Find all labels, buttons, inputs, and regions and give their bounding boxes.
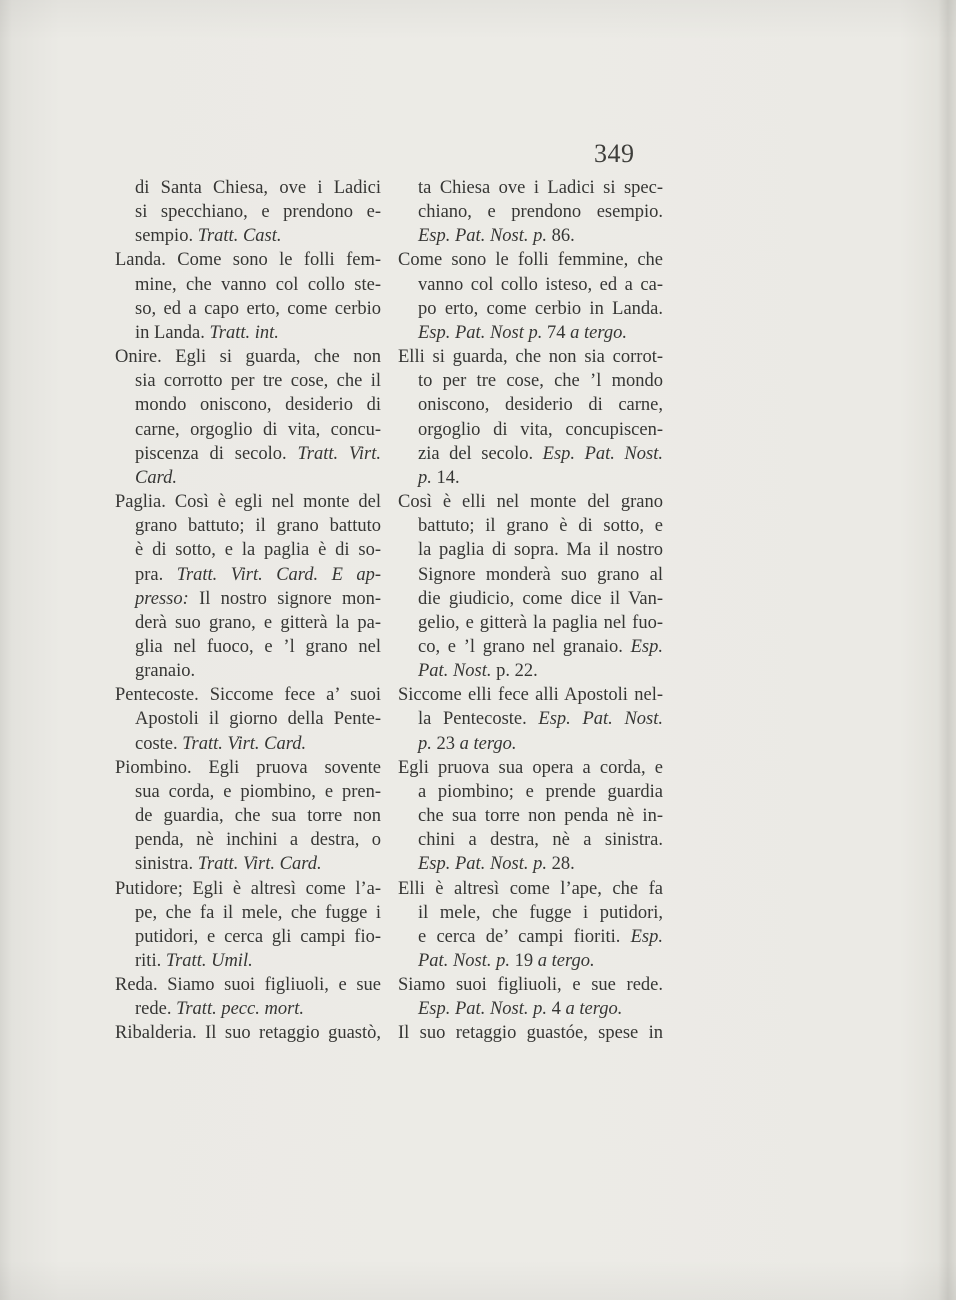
text-line (115, 756, 381, 780)
text-line (398, 997, 663, 1021)
body-text: si specchiano, e prendono e- (135, 202, 381, 223)
body-text: è di sotto, e la paglia è di so- (135, 540, 381, 561)
text-line (115, 828, 381, 852)
body-text: Paglia. Così è egli nel monte del (115, 492, 381, 513)
body-text: de guardia, che sua torre non (135, 806, 381, 827)
body-text: sua corda, e piombino, e pren- (135, 781, 381, 802)
body-text: glia nel fuoco, e ’l grano nel (135, 636, 381, 657)
text-line (398, 901, 663, 925)
text-line (398, 369, 663, 393)
text-line (398, 345, 663, 369)
glossary-entry (115, 683, 381, 755)
text-line (115, 683, 381, 707)
body-text: Il nostro signore mon- (188, 588, 381, 609)
text-line (398, 538, 663, 562)
body-text: piscenza di secolo. (135, 443, 298, 464)
body-text: sempio. (135, 226, 198, 247)
text-line (115, 780, 381, 804)
text-line (115, 563, 381, 587)
italic-reference: Esp. Pat. Nost. (542, 443, 663, 464)
left-column (115, 176, 381, 1046)
body-text: Reda. Siamo suoi figliuoli, e sue (115, 975, 381, 996)
glossary-entry (398, 1021, 663, 1045)
italic-reference: Esp. (630, 636, 663, 657)
glossary-entry (115, 756, 381, 877)
body-text: Così è elli nel monte del grano (398, 492, 663, 513)
text-line (115, 732, 381, 756)
italic-reference: a tergo. (570, 322, 627, 343)
body-text: sinistra. (135, 854, 198, 875)
text-line (115, 659, 381, 683)
body-text: Pentecoste. Siccome fece a’ suoi (115, 685, 381, 706)
text-line (398, 707, 663, 731)
text-line (115, 973, 381, 997)
glossary-entry (398, 248, 663, 345)
text-line (398, 297, 663, 321)
text-line (115, 611, 381, 635)
glossary-entry (115, 973, 381, 1021)
text-line (398, 514, 663, 538)
body-text: 19 (510, 951, 538, 971)
body-text: Elli si guarda, che non sia corrot- (398, 347, 663, 368)
body-text: vanno col collo isteso, ed a ca- (418, 274, 663, 295)
italic-reference: p. (418, 467, 432, 488)
body-text: to per tre cose, che ’l mondo (418, 371, 663, 392)
text-line (398, 611, 663, 635)
text-line (115, 200, 381, 224)
body-text: Putidore; Egli è altresì come l’a- (115, 878, 381, 899)
body-text: zia del secolo. (418, 443, 543, 464)
body-text: Apostoli il giorno della Pente- (135, 709, 381, 730)
body-text: penda, nè inchini a destra, o (135, 830, 381, 851)
body-text: mondo oniscono, desiderio di (135, 395, 381, 416)
body-text: granaio. (135, 661, 196, 682)
text-line (398, 852, 663, 876)
italic-reference: a tergo. (565, 999, 623, 1020)
body-text: Onire. Egli si guarda, che non (115, 347, 381, 368)
text-line (398, 635, 663, 659)
text-line (398, 828, 663, 852)
body-text: di Santa Chiesa, ove i Ladici (135, 178, 381, 198)
body-text: Elli è altresì come l’ape, che fa (398, 878, 663, 899)
text-line (115, 925, 381, 949)
body-text: Egli pruova sua opera a corda, e (398, 757, 663, 778)
body-text: che sua torre non penda nè in- (418, 806, 663, 827)
text-line (115, 901, 381, 925)
body-text: carne, orgoglio di vita, concu- (135, 419, 381, 440)
body-text: rede. (135, 999, 177, 1020)
text-line (115, 418, 381, 442)
body-text: a piombino; e prende guardia (418, 781, 663, 802)
italic-reference: presso: (135, 588, 189, 609)
glossary-entry (398, 877, 663, 974)
text-line (115, 345, 381, 369)
text-line (398, 273, 663, 297)
text-line (398, 877, 663, 901)
italic-reference: Esp. Pat. Nost. p. (418, 854, 547, 875)
italic-reference: Card. (135, 467, 177, 488)
body-text: ta Chiesa ove i Ladici si spec- (418, 178, 663, 198)
body-text: Il suo retaggio guastóe, spese in (398, 1023, 663, 1044)
text-line (115, 514, 381, 538)
body-text: 74 (542, 322, 571, 343)
text-line (398, 587, 663, 611)
italic-reference: Tratt. int. (209, 322, 279, 343)
glossary-entry (115, 490, 381, 683)
text-line (398, 683, 663, 707)
text-line (115, 273, 381, 297)
text-line (115, 997, 381, 1021)
text-line (398, 321, 663, 345)
body-text: die giudicio, come dice il Van- (418, 588, 663, 609)
body-text: la paglia di sopra. Ma il nostro (418, 540, 663, 561)
italic-reference: Esp. Pat. Nost. (538, 709, 663, 730)
body-text: Siccome elli fece alli Apostoli nel- (398, 685, 663, 706)
body-text: il mele, che fugge i putidori, (418, 902, 663, 923)
text-line (398, 393, 663, 417)
body-text: riti. (135, 951, 166, 971)
page-number: 349 (594, 139, 635, 168)
italic-reference: Tratt. Virt. Card. (197, 854, 322, 875)
italic-reference: Tratt. Virt. (297, 443, 381, 464)
text-line (398, 804, 663, 828)
italic-reference: Tratt. Virt. Card. (182, 733, 307, 754)
text-line (398, 490, 663, 514)
text-line (398, 224, 663, 248)
body-text: 14. (431, 467, 460, 488)
right-column (398, 176, 663, 1046)
text-line (115, 707, 381, 731)
body-text: po erto, come cerbio in Landa. (418, 298, 663, 319)
glossary-entry (398, 490, 663, 683)
glossary-entry (115, 345, 381, 490)
text-line (115, 635, 381, 659)
italic-reference: a tergo. (537, 951, 595, 971)
body-text: co, e ’l grano nel granaio. (418, 636, 631, 657)
body-text: p. 22. (491, 661, 538, 682)
text-line (115, 442, 381, 466)
italic-reference: Esp. Pat. Nost. p. (418, 226, 547, 247)
glossary-entry (115, 1021, 381, 1045)
text-line (398, 248, 663, 272)
glossary-entry (115, 248, 381, 345)
body-text: Come sono le folli femmine, che (398, 250, 663, 271)
text-line (115, 297, 381, 321)
text-line (115, 538, 381, 562)
body-text: 86. (547, 226, 575, 247)
text-line (398, 1021, 663, 1045)
body-text: orgoglio di vita, concupiscen- (418, 419, 663, 440)
text-line (115, 804, 381, 828)
body-text: Piombino. Egli pruova sovente (115, 757, 381, 778)
text-line (115, 321, 381, 345)
text-line (115, 852, 381, 876)
body-text: putidori, e cerca gli campi fio- (135, 926, 381, 947)
text-line (115, 224, 381, 248)
body-text: chiano, e prendono esempio. (418, 202, 663, 223)
body-text: Siamo suoi figliuoli, e sue rede. (398, 975, 663, 996)
body-text: la Pentecoste. (418, 709, 539, 730)
body-text: derà suo grano, e gitterà la pa- (135, 612, 381, 633)
italic-reference: Tratt. Virt. Card. E ap- (176, 564, 382, 585)
body-text: e cerca de’ campi fioriti. (418, 926, 631, 947)
text-line (398, 442, 663, 466)
text-line (115, 1021, 381, 1045)
text-line (398, 176, 663, 200)
italic-reference: Tratt. Cast. (197, 226, 282, 247)
italic-reference: Esp. Pat. Nost p. (418, 322, 543, 343)
text-line (398, 466, 663, 490)
body-text: coste. (135, 733, 183, 754)
glossary-entry (398, 683, 663, 755)
text-line (115, 466, 381, 490)
body-text: mine, che vanno col collo ste- (135, 274, 381, 295)
body-text: battuto; il grano è di sotto, e (418, 516, 663, 537)
body-text: Signore monderà suo grano al (418, 564, 663, 585)
italic-reference: Tratt. pecc. mort. (176, 999, 305, 1020)
glossary-entry (398, 176, 663, 248)
body-text: gelio, e gitterà la paglia nel fuo- (418, 612, 663, 633)
text-line (115, 877, 381, 901)
body-text: 4 (547, 999, 566, 1020)
body-text: sia corrotto per tre cose, che il (135, 371, 381, 392)
italic-reference: a tergo. (459, 733, 517, 754)
text-line (115, 369, 381, 393)
body-text: in Landa. (135, 322, 210, 343)
glossary-entry (398, 345, 663, 490)
body-text: 28. (547, 854, 575, 875)
glossary-entry (115, 176, 381, 248)
text-line (398, 659, 663, 683)
text-line (115, 587, 381, 611)
italic-reference: p. (418, 733, 432, 754)
text-line (398, 780, 663, 804)
italic-reference: Pat. Nost. p. (418, 951, 510, 971)
body-text: 23 (431, 733, 460, 754)
text-line (115, 393, 381, 417)
body-text: chini a destra, nè a sinistra. (418, 830, 663, 851)
text-line (398, 756, 663, 780)
italic-reference: Pat. Nost. (418, 661, 492, 682)
body-text: pra. (135, 564, 177, 585)
text-line (398, 732, 663, 756)
text-line (398, 200, 663, 224)
body-text: pe, che fa il mele, che fugge i (135, 902, 381, 923)
text-line (398, 563, 663, 587)
text-line (115, 248, 381, 272)
body-text: oniscono, desiderio di carne, (418, 395, 663, 416)
text-line (115, 490, 381, 514)
italic-reference: Esp. Pat. Nost. p. (418, 999, 547, 1020)
text-line (398, 973, 663, 997)
text-line (398, 949, 663, 973)
body-text: grano battuto; il grano battuto (135, 516, 381, 537)
italic-reference: Tratt. Umil. (165, 951, 253, 971)
body-text: Landa. Come sono le folli fem- (115, 250, 381, 271)
text-line (398, 418, 663, 442)
text-line (398, 925, 663, 949)
text-line (115, 949, 381, 973)
body-text: Ribalderia. Il suo retaggio guastò, (115, 1023, 381, 1044)
glossary-entry (115, 877, 381, 974)
text-line (115, 176, 381, 200)
glossary-entry (398, 756, 663, 877)
italic-reference: Esp. (630, 926, 663, 947)
glossary-entry (398, 973, 663, 1021)
body-text: so, ed a capo erto, come cerbio (135, 298, 381, 319)
